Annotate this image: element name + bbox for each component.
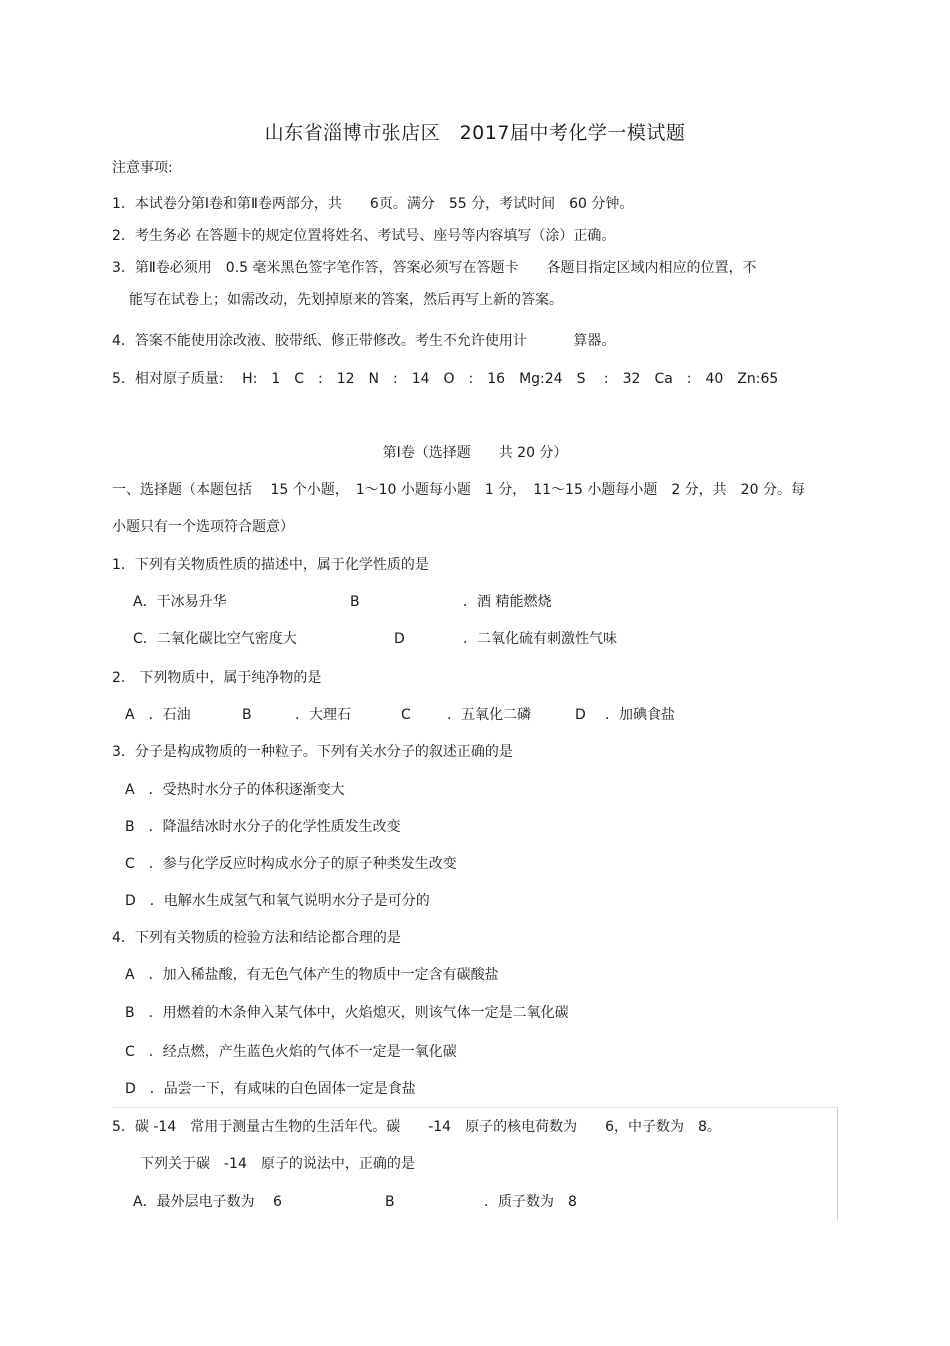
frame-top-rule bbox=[112, 1107, 838, 1108]
question-3-option-a: A ．受热时水分子的体积逐渐变大 bbox=[125, 782, 345, 798]
question-4-option-a: A ．加入稀盐酸，有无色气体产生的物质中一定含有碳酸盐 bbox=[125, 967, 499, 983]
question-1-option-b-letter: B bbox=[350, 594, 360, 610]
section-intro-continued: 小题只有一个选项符合题意） bbox=[112, 519, 294, 535]
question-1-option-d-letter: D bbox=[394, 631, 405, 647]
question-5-option-b: ．质子数为 8 bbox=[484, 1194, 577, 1210]
notice-item-3-continued: 能写在试卷上；如需改动，先划掉原来的答案，然后再写上新的答案。 bbox=[129, 292, 563, 308]
question-4-option-c: C ．经点燃，产生蓝色火焰的气体不一定是一氧化碳 bbox=[125, 1044, 457, 1060]
question-2-option-d: ．加碘食盐 bbox=[605, 707, 675, 723]
section-intro: 一、选择题（本题包括 15 个小题， 1～10 小题每小题 1 分， 11～15 小题每小题 2 分，共 20 分。每 bbox=[112, 482, 805, 498]
question-4-stem: 4．下列有关物质的检验方法和结论都合理的是 bbox=[112, 930, 401, 946]
question-2-option-a: A ．石油 bbox=[125, 707, 191, 723]
question-3-option-c: C ．参与化学反应时构成水分子的原子种类发生改变 bbox=[125, 856, 457, 872]
question-4-option-b: B ．用燃着的木条伸入某气体中，火焰熄灭，则该气体一定是二氧化碳 bbox=[125, 1005, 569, 1021]
question-3-option-d: D ．电解水生成氢气和氧气说明水分子是可分的 bbox=[125, 893, 430, 909]
notice-item-3: 3．第Ⅱ卷必须用 0.5 毫米黑色签字笔作答，答案必须写在答题卡 各题目指定区域内相应的位置，不 bbox=[112, 260, 757, 276]
question-2-stem: 2. 下列物质中，属于纯净物的是 bbox=[112, 670, 322, 686]
page-title: 山东省淄博市张店区 2017届中考化学一模试题 bbox=[264, 122, 686, 144]
notice-item-5: 5．相对原子质量: H: 1 C : 12 N : 14 O : 16 Mg:24 S : 32 Ca : 40 Zn:65 bbox=[112, 371, 779, 387]
question-2-option-b: ．大理石 bbox=[295, 707, 351, 723]
question-1-option-c: C．二氧化碳比空气密度大 bbox=[133, 631, 297, 647]
question-1-option-a: A．干冰易升华 bbox=[133, 594, 227, 610]
question-5-stem: 5．碳 -14 常用于测量古生物的生活年代。碳 -14 原子的核电荷数为 6，中子数为 8。 bbox=[112, 1119, 721, 1135]
question-1-option-d: ．二氧化硫有刺激性气味 bbox=[463, 631, 617, 647]
question-5-option-b-letter: B bbox=[385, 1194, 395, 1210]
question-5-option-a: A．最外层电子数为 6 bbox=[133, 1194, 282, 1210]
question-1-option-b: ．酒 精能燃烧 bbox=[463, 594, 552, 610]
question-2-option-d-letter: D bbox=[575, 707, 586, 723]
notice-item-1: 1．本试卷分第Ⅰ卷和第Ⅱ卷两部分，共 6页。满分 55 分，考试时间 60 分钟。 bbox=[112, 196, 634, 212]
question-3-option-b: B ．降温结冰时水分子的化学性质发生改变 bbox=[125, 819, 401, 835]
question-4-option-d: D ．品尝一下，有咸味的白色固体一定是食盐 bbox=[125, 1081, 416, 1097]
notice-item-2: 2．考生务必 在答题卡的规定位置将姓名、考试号、座号等内容填写（涂）正确。 bbox=[112, 228, 616, 244]
question-3-stem: 3．分子是构成物质的一种粒子。下列有关水分子的叙述正确的是 bbox=[112, 744, 513, 760]
question-2-option-c-letter: C bbox=[401, 707, 411, 723]
frame-right-rule bbox=[837, 1108, 838, 1220]
question-1-stem: 1．下列有关物质性质的描述中，属于化学性质的是 bbox=[112, 557, 429, 573]
section-heading: 第Ⅰ卷（选择题 共 20 分） bbox=[382, 445, 568, 461]
question-5-stem-continued: 下列关于碳 -14 原子的说法中，正确的是 bbox=[140, 1156, 415, 1172]
notice-heading: 注意事项: bbox=[112, 160, 173, 176]
question-2-option-c: ．五氧化二磷 bbox=[447, 707, 531, 723]
notice-item-4: 4．答案不能使用涂改液、胶带纸、修正带修改。考生不允许使用计 算器。 bbox=[112, 333, 616, 349]
question-2-option-b-letter: B bbox=[242, 707, 252, 723]
